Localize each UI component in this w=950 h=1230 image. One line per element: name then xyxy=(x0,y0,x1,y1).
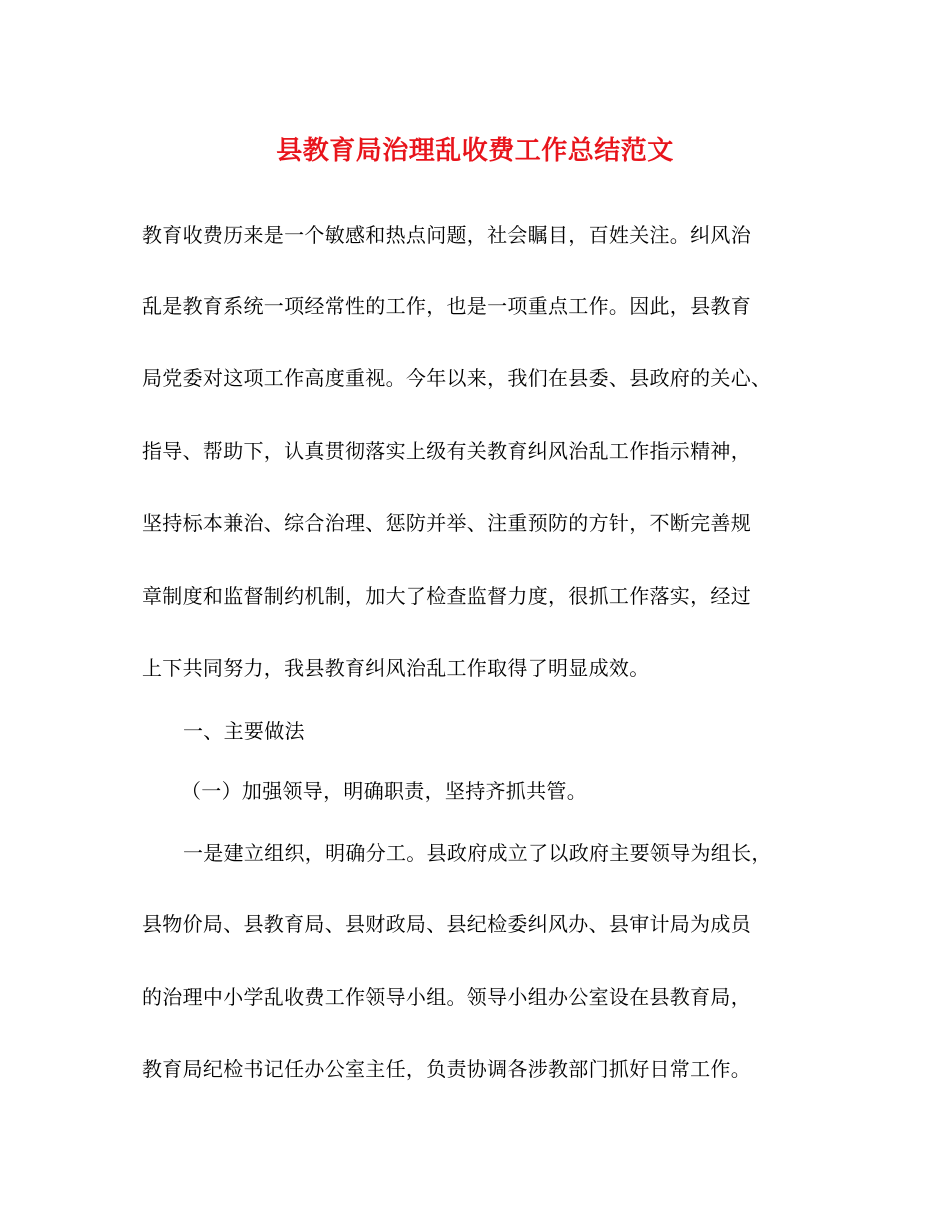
paragraph-line: 上下共同努力，我县教育纠风治乱工作取得了明显成效。 xyxy=(142,656,650,680)
paragraph-line: 一是建立组织，明确分工。县政府成立了以政府主要领导为组长， xyxy=(183,841,772,865)
paragraph-line: 县物价局、县教育局、县财政局、县纪检委纠风办、县审计局为成员 xyxy=(142,912,751,936)
section-heading: 一、主要做法 xyxy=(183,719,305,743)
document-title: 县教育局治理乱收费工作总结范文 xyxy=(276,136,674,166)
paragraph-line: 乱是教育系统一项经常性的工作，也是一项重点工作。因此，县教育 xyxy=(142,294,751,318)
paragraph-line: 坚持标本兼治、综合治理、惩防并举、注重预防的方针，不断完善规 xyxy=(142,511,751,535)
paragraph-line: 教育收费历来是一个敏感和热点问题，社会瞩目，百姓关注。纠风治 xyxy=(142,223,751,247)
paragraph-line: 指导、帮助下，认真贯彻落实上级有关教育纠风治乱工作指示精神， xyxy=(142,439,751,463)
paragraph-line: 教育局纪检书记任办公室主任，负责协调各涉教部门抓好日常工作。 xyxy=(142,1057,751,1081)
subsection-heading: （一）加强领导，明确职责，坚持齐抓共管。 xyxy=(181,779,587,803)
paragraph-line: 的治理中小学乱收费工作领导小组。领导小组办公室设在县教育局， xyxy=(142,985,751,1009)
paragraph-line: 局党委对这项工作高度重视。今年以来，我们在县委、县政府的关心、 xyxy=(142,366,772,390)
paragraph-line: 章制度和监督制约机制，加大了检查监督力度，很抓工作落实，经过 xyxy=(142,584,751,608)
